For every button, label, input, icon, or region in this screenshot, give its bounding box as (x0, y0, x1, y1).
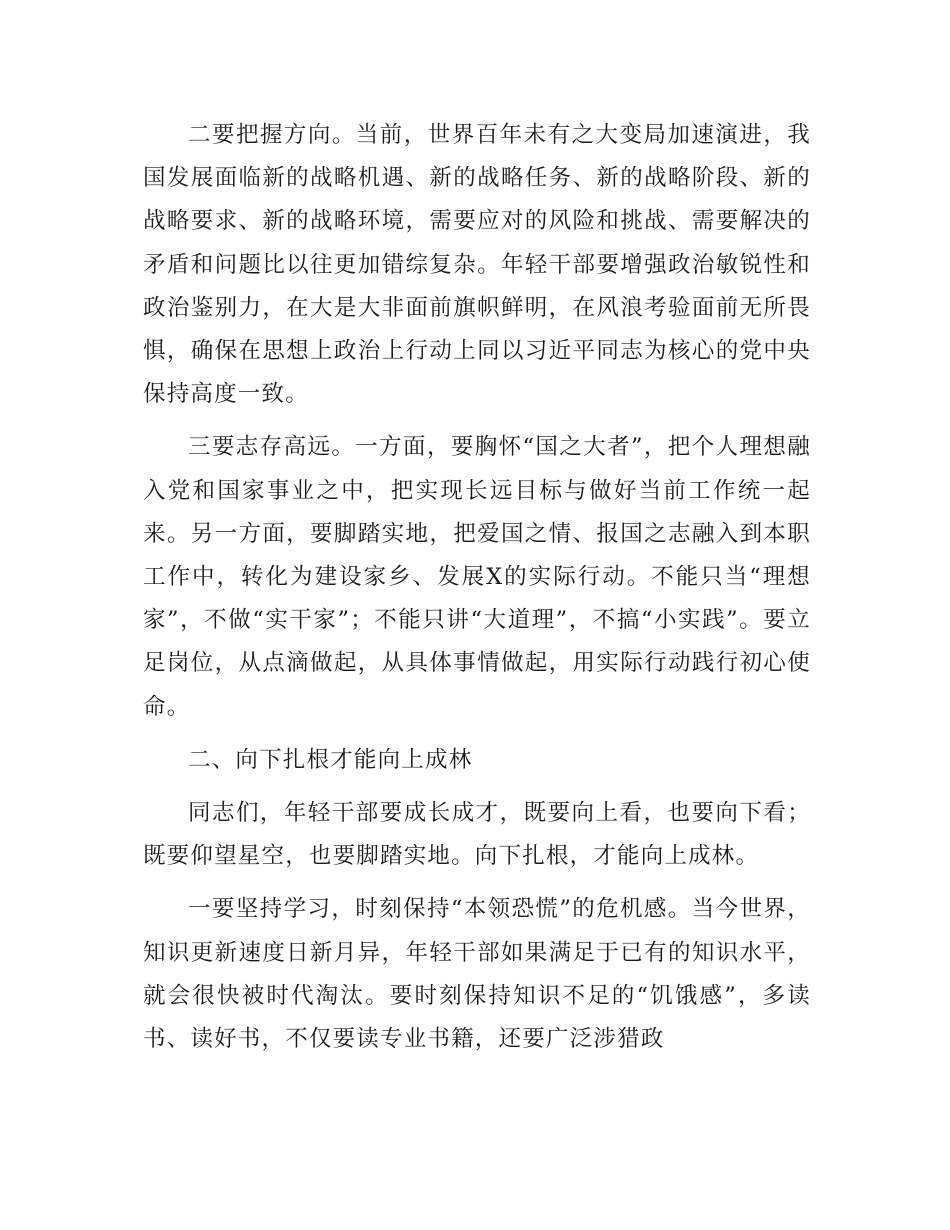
document-body (143, 114, 811, 1071)
paragraph-section-intro: 同志们，年轻干部要成长成才，既要向上看，也要向下看；既要仰望星空，也要脚踏实地。向下扎根，才能向上成林。 (143, 800, 811, 870)
paragraph-grasp-direction: 二要把握方向。当前，世界百年未有之大变局加速演进，我国发展面临新的战略机遇、新的战略任务、新的战略阶段、新的战略要求、新的战略环境，需要应对的风险和挑战、需要解决的矛盾和问题比以往更加错综复杂。年轻干部要增强政治敏锐性和政治鉴别力，在大是大非面前旗帜鲜明，在风浪考验面前无所畏惧，确保在思想上政治上行动上同以习近平同志为核心的党中央保持高度一致。 (143, 122, 811, 408)
paragraph-lofty-aspirations: 三要志存高远。一方面，要胸怀“国之大者”，把个人理想融入党和国家事业之中，把实现长远目标与做好当前工作统一起来。另一方面，要脚踏实地，把爱国之情、报国之志融入到本职工作中，转化为建设家乡、发展X的实际行动。不能只当“理想家”，不做“实干家”；不能只讲“大道理”，不搞“小实践”。要立足岗位，从点滴做起，从具体事情做起，用实际行动践行初心使命。 (143, 434, 811, 720)
paragraph-keep-learning: 一要坚持学习，时刻保持“本领恐慌”的危机感。当今世界，知识更新速度日新月异，年轻干部如果满足于已有的知识水平，就会很快被时代淘汰。要时刻保持知识不足的“饥饿感”，多读书、读好书，不仅要读专业书籍，还要广泛涉猎政 (143, 896, 811, 1053)
section-heading: 二、向下扎根才能向上成林 (188, 746, 473, 773)
